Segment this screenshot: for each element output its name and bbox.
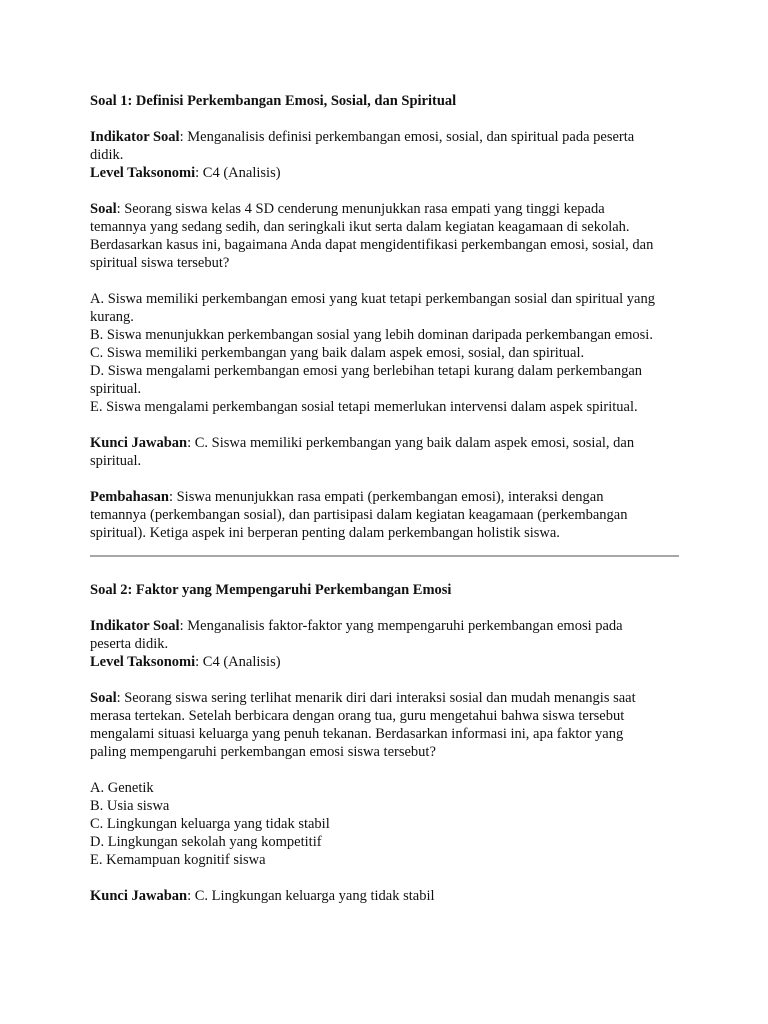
soal-label: Soal — [90, 690, 117, 706]
soal-line — [90, 689, 682, 707]
kunci-line — [90, 434, 682, 452]
section-divider — [90, 555, 679, 557]
level-label: Level Taksonomi — [90, 654, 196, 670]
indikator-line — [90, 128, 682, 146]
soal-text-cont: Berdasarkan kasus ini, bagaimana Anda dapat mengidentifikasi perkembangan emosi, sosial, dan — [90, 237, 654, 253]
level-line — [90, 653, 682, 671]
pembahasan-text: : Siswa menunjukkan rasa empati (perkembangan emosi), interaksi dengan — [168, 489, 604, 505]
indikator-text-cont: didik. — [90, 147, 124, 163]
level-label: Level Taksonomi — [90, 165, 196, 181]
question-1 — [90, 92, 682, 542]
soal-text: : Seorang siswa kelas 4 SD cenderung menunjukkan rasa empati yang tinggi kepada — [116, 201, 605, 217]
kunci-label: Kunci Jawaban — [90, 888, 188, 904]
soal-text-cont: spiritual siswa tersebut? — [90, 255, 230, 271]
soal-line — [90, 200, 682, 218]
kunci-line — [90, 887, 682, 905]
level-value: : C4 (Analisis) — [195, 654, 281, 670]
indikator-text-cont: peserta didik. — [90, 636, 169, 652]
soal-text-cont: paling mempengaruhi perkembangan emosi siswa tersebut? — [90, 744, 436, 760]
pembahasan-line — [90, 488, 682, 506]
soal-text-cont: temannya yang sedang sedih, dan seringkali ikut serta dalam kegiatan keagamaan di sekolah. — [90, 219, 630, 235]
level-line — [90, 164, 682, 182]
indikator-line — [90, 617, 682, 635]
question-title: Soal 1: Definisi Perkembangan Emosi, Sosial, dan Spiritual — [90, 93, 457, 109]
answer-option: E. Siswa mengalami perkembangan sosial tetapi memerlukan intervensi dalam aspek spiritual. — [90, 399, 638, 415]
soal-label: Soal — [90, 201, 117, 217]
answer-option: A. Genetik — [90, 780, 154, 796]
level-value: : C4 (Analisis) — [195, 165, 281, 181]
answer-option: spiritual. — [90, 381, 142, 397]
question-2 — [90, 581, 682, 905]
answer-option: D. Siswa mengalami perkembangan emosi yang berlebihan tetapi kurang dalam perkembangan — [90, 363, 643, 379]
indikator-label: Indikator Soal — [90, 618, 180, 634]
question-title: Soal 2: Faktor yang Mempengaruhi Perkembangan Emosi — [90, 582, 452, 598]
soal-text-cont: mengalami situasi keluarga yang penuh tekanan. Berdasarkan informasi ini, apa faktor yang — [90, 726, 624, 742]
soal-text: : Seorang siswa sering terlihat menarik diri dari interaksi sosial dan mudah menangis saat — [116, 690, 636, 706]
answer-option: D. Lingkungan sekolah yang kompetitif — [90, 834, 322, 850]
kunci-label: Kunci Jawaban — [90, 435, 188, 451]
answer-option: A. Siswa memiliki perkembangan emosi yang kuat tetapi perkembangan sosial dan spiritual yang — [90, 291, 655, 307]
indikator-text: : Menganalisis definisi perkembangan emosi, sosial, dan spiritual pada peserta — [179, 129, 635, 145]
answer-option: C. Lingkungan keluarga yang tidak stabil — [90, 816, 330, 832]
soal-text-cont: merasa tertekan. Setelah berbicara dengan orang tua, guru mengetahui bahwa siswa tersebut — [90, 708, 625, 724]
answer-option: B. Usia siswa — [90, 798, 170, 814]
kunci-text-cont: spiritual. — [90, 453, 142, 469]
answer-option: kurang. — [90, 309, 134, 325]
pembahasan-text-cont: temannya (perkembangan sosial), dan partisipasi dalam kegiatan keagamaan (perkembangan — [90, 507, 628, 523]
pembahasan-label: Pembahasan — [90, 489, 169, 505]
answer-option: B. Siswa menunjukkan perkembangan sosial yang lebih dominan daripada perkembangan emosi. — [90, 327, 653, 343]
document-page — [90, 92, 682, 905]
kunci-text: : C. Siswa memiliki perkembangan yang baik dalam aspek emosi, sosial, dan — [187, 435, 635, 451]
answer-option: E. Kemampuan kognitif siswa — [90, 852, 266, 868]
pembahasan-text-cont: spiritual). Ketiga aspek ini berperan penting dalam perkembangan holistik siswa. — [90, 525, 560, 541]
kunci-text: : C. Lingkungan keluarga yang tidak stabil — [187, 888, 435, 904]
answer-option: C. Siswa memiliki perkembangan yang baik dalam aspek emosi, sosial, dan spiritual. — [90, 345, 585, 361]
indikator-text: : Menganalisis faktor-faktor yang mempengaruhi perkembangan emosi pada — [179, 618, 623, 634]
indikator-label: Indikator Soal — [90, 129, 180, 145]
